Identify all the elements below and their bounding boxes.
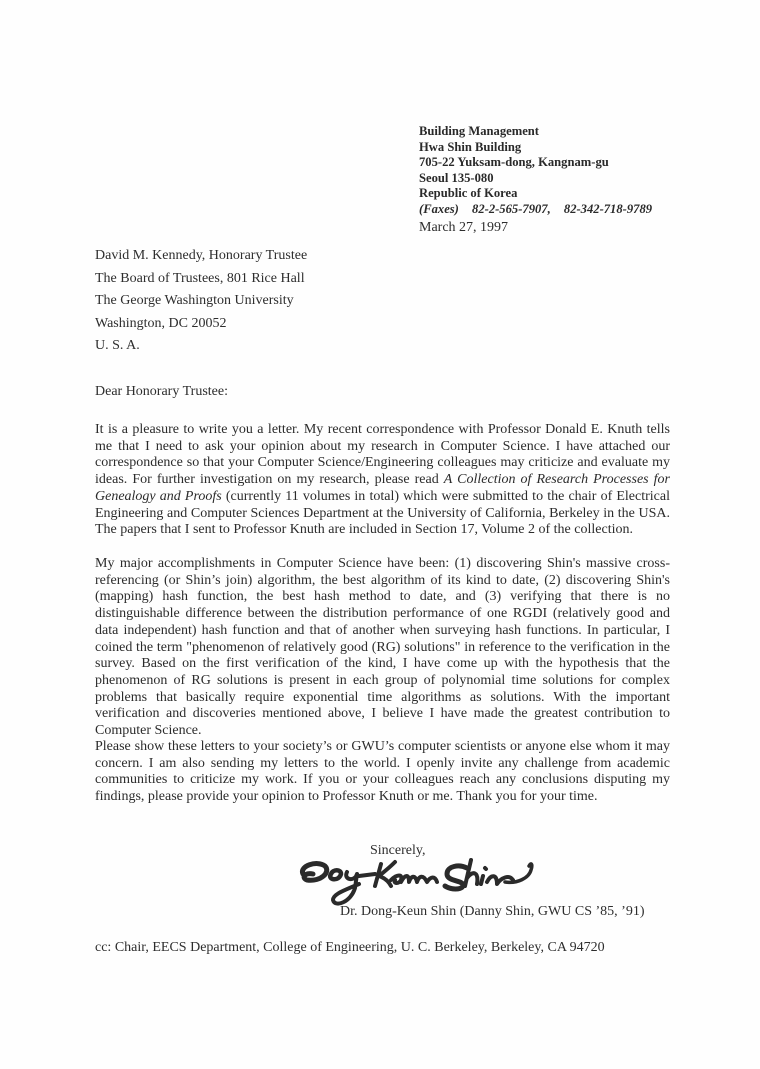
collection-title: A Collection of Research Processes for Genealogy and Proofs <box>95 472 671 504</box>
recipient-line: U. S. A. <box>95 338 140 354</box>
fax-number: 82-2-565-7907, <box>472 201 551 216</box>
fax-number: 82-342-718-9789 <box>563 201 653 216</box>
recipient-address <box>95 245 307 358</box>
fax-label: (Faxes) <box>419 201 459 216</box>
body-paragraph-3: Please show these letters to your society’s or GWU’s computer scientists or anyone else whom it may concern. I am also sending my letters to the world. I openly invite any challenge from academic communities to criticize my work. If you or your colleagues reach any conclusions disputing my findings, please provide your opinion to Professor Knuth or me. Thank you for your time. <box>95 739 670 805</box>
recipient-line: Washington, DC 20052 <box>95 315 227 331</box>
sender-line: Building Management <box>419 124 540 138</box>
paragraph-text: It is a pleasure to write you a letter. My recent correspondence with Professor Donald E. Knuth tells me that I need to ask your opinion about my research in Computer Science. I have attached our correspondence so that your Computer Science/Engineering colleagues may criticize and evaluate my ideas. For further investigation on my research, please read <box>95 422 670 488</box>
sender-line: Hwa Shin Building <box>419 139 522 154</box>
salutation: Dear Honorary Trustee: <box>95 384 228 399</box>
sender-line: Seoul 135-080 <box>419 170 494 185</box>
sender-line: Republic of Korea <box>419 186 518 201</box>
letter-date: March 27, 1997 <box>419 220 509 235</box>
recipient-line: The George Washington University <box>95 293 294 309</box>
recipient-line: David M. Kennedy, Honorary Trustee <box>95 248 308 263</box>
paragraph-text: (currently 11 volumes in total) which were submitted to the chair of Electrical Engineering and Computer Sciences Department at the University of California, Berkeley in the USA. The papers that I sent to Professor Knuth are included in Section 17, Volume 2 of the collection. <box>95 488 670 538</box>
body-paragraph-2: My major accomplishments in Computer Science have been: (1) discovering Shin's massive cross-referencing (or Shin’s join) algorithm, the best algorithm of its kind to date, (2) discovering Shin's (mapping) hash function, the best hash method to date, and (3) verifying that there is no distinguishable difference between the distribution performance of one RGDI (relatively good and data independent) hash function and that of another when surveying hash functions. In particular, I coined the term "phenomenon of relatively good (RG) solutions" in reference to the verification in the survey. Based on the first verification of the kind, I have come up with the hypothesis that the phenomenon of RG solutions is present in each group of polynomial time solutions for complex problems that basically require exponential time algorithms as solutions. With the important verification and discoveries mentioned above, I believe I have made the greatest contribution to Computer Science. <box>95 556 670 739</box>
sender-line: 705-22 Yuksam-dong, Kangnam-gu <box>419 155 609 170</box>
signer-name: Dr. Dong-Keun Shin (Danny Shin, GWU CS ’85, ’91) <box>340 904 645 919</box>
sender-faxes <box>419 202 652 218</box>
closing: Sincerely, <box>370 843 426 858</box>
sender-address <box>419 124 652 218</box>
recipient-line: The Board of Trustees, 801 Rice Hall <box>95 270 305 286</box>
signature-icon <box>295 852 545 910</box>
body-paragraph-1 <box>95 422 670 539</box>
cc-line: cc: Chair, EECS Department, College of Engineering, U. C. Berkeley, Berkeley, CA 94720 <box>95 940 605 955</box>
